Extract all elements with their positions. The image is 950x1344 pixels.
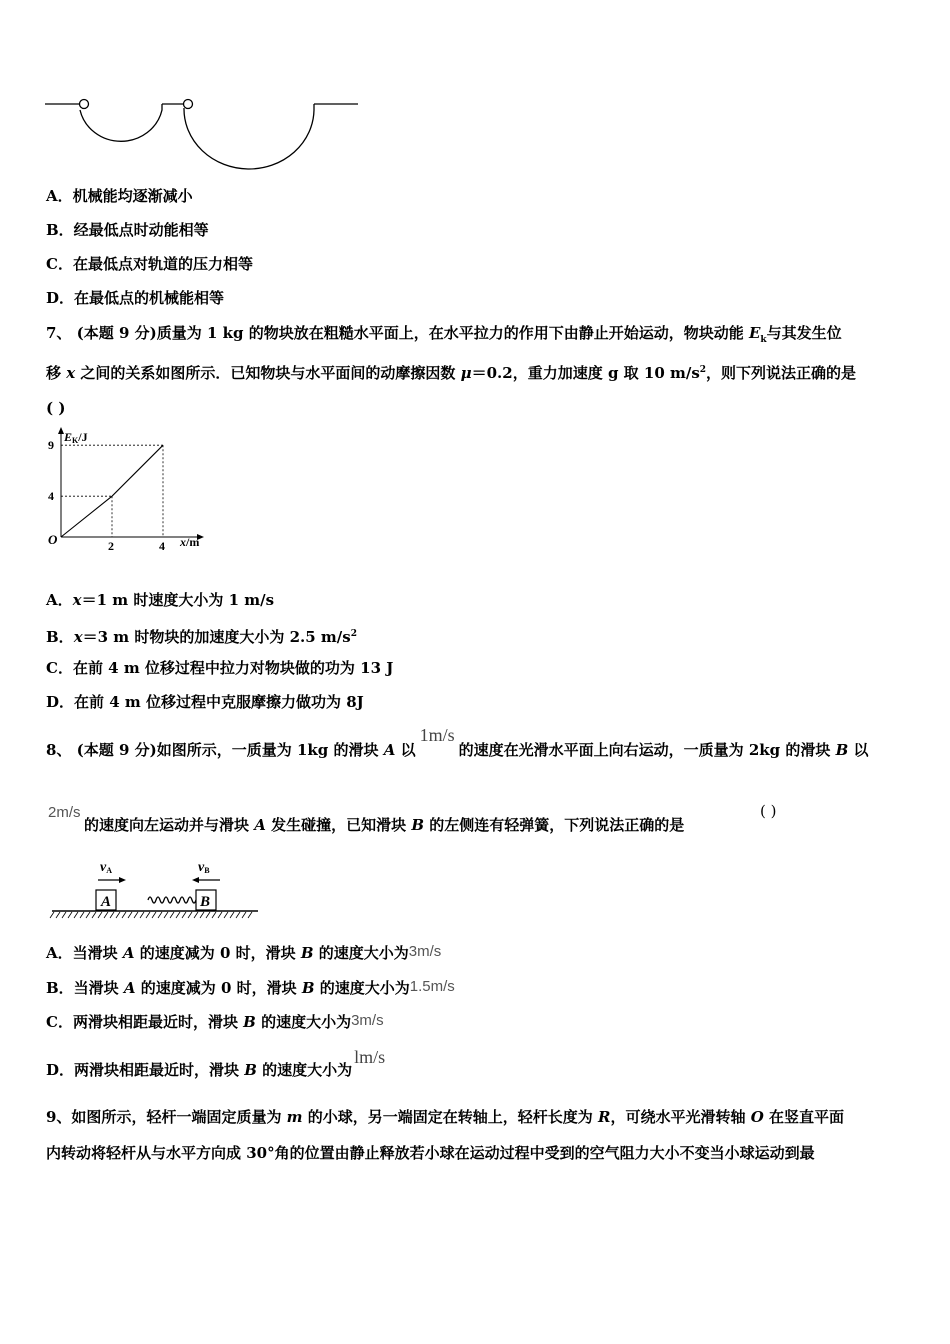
y-tick-label-0: 4 bbox=[48, 489, 54, 504]
ground-hatch bbox=[68, 912, 72, 918]
q7-option-d: D．在前 4 m 位移过程中克服摩擦力做功为 8J bbox=[46, 693, 364, 711]
x-tick-label-0: 2 bbox=[108, 539, 114, 553]
ground-hatch bbox=[50, 912, 54, 918]
q7-option-b: B．x＝3 m 时物块的加速度大小为 2.5 $m/s^2$ bbox=[46, 628, 357, 646]
q9-stem-line2: 内转动将轻杆从与水平方向成 30°角的位置由静止释放若小球在运动过程中受到的空气阻力大小不变当小球运动到最 bbox=[46, 1144, 815, 1162]
svg-text:B: B bbox=[200, 894, 211, 910]
spring bbox=[148, 897, 196, 903]
ground-hatch bbox=[74, 912, 78, 918]
ground-hatch bbox=[110, 912, 114, 918]
ground-hatch bbox=[236, 912, 240, 918]
ground-hatch bbox=[224, 912, 228, 918]
ground-hatch bbox=[152, 912, 156, 918]
ground-hatch bbox=[182, 912, 186, 918]
y-axis-label: EK/J bbox=[64, 430, 88, 445]
svg-text:A: A bbox=[101, 894, 112, 910]
ground-hatch bbox=[158, 912, 162, 918]
ground-hatch bbox=[116, 912, 120, 918]
ground-hatch bbox=[188, 912, 192, 918]
collision-figure bbox=[48, 855, 268, 925]
q6-option-b: B．经最低点时动能相等 bbox=[46, 221, 209, 239]
ground-hatch bbox=[62, 912, 66, 918]
ground-hatch bbox=[248, 912, 252, 918]
ground-hatch bbox=[194, 912, 198, 918]
ground-hatch bbox=[134, 912, 138, 918]
va-label: vA bbox=[100, 860, 112, 875]
ground-hatch bbox=[56, 912, 60, 918]
q8-stem-line1: 8、 (本题 9 分)如图所示，一质量为 1kg 的滑块 A 以1m/s的速度在光滑水平面上向右运动，一质量为 2kg 的滑块 B 以 bbox=[46, 725, 869, 759]
vb-label: vB bbox=[198, 860, 210, 875]
ground-hatch bbox=[104, 912, 108, 918]
q9-stem-line1: 9、如图所示，轻杆一端固定质量为 m 的小球，另一端固定在转轴上，轻杆长度为 R，可绕水平光滑转轴 O 在竖直平面 bbox=[46, 1108, 845, 1126]
q8-option-d: D．两滑块相距最近时，滑块 B 的速度大小为lm/s bbox=[46, 1047, 386, 1079]
y-tick-label-1: 9 bbox=[48, 438, 54, 453]
q7-option-c: C．在前 4 m 位移过程中拉力对物块做的功为 13 J bbox=[46, 659, 394, 677]
q8-option-b: B．当滑块 A 的速度减为 0 时，滑块 B 的速度大小为1.5m/s bbox=[46, 978, 455, 997]
origin-label: O bbox=[48, 532, 58, 547]
ground-hatch bbox=[170, 912, 174, 918]
q7-option-a: A．x＝1 m 时速度大小为 1 m/s bbox=[46, 591, 275, 609]
q7-stem-line1: 7、 (本题 9 分)质量为 1 kg 的物块放在粗糙水平面上，在水平拉力的作用下由静止开始运动，物块动能 $E_k$与其发生位 bbox=[46, 324, 842, 345]
q8-option-c: C．两滑块相距最近时，滑块 B 的速度大小为3m/s bbox=[46, 1012, 384, 1031]
ground-hatch bbox=[122, 912, 126, 918]
q8-vb-value: 2m/s bbox=[48, 804, 81, 821]
x-axis-label: x/m bbox=[180, 535, 200, 549]
q8-option-a: A．当滑块 A 的速度减为 0 时，滑块 B 的速度大小为3m/s bbox=[46, 943, 442, 962]
q6-option-a: A．机械能均逐渐减小 bbox=[46, 187, 193, 205]
ground-hatch bbox=[200, 912, 204, 918]
ground-hatch bbox=[92, 912, 96, 918]
ground-hatch bbox=[140, 912, 144, 918]
q7-answer-bracket: ( ) bbox=[46, 399, 66, 417]
ground-hatch bbox=[212, 912, 216, 918]
ground-hatch bbox=[80, 912, 84, 918]
q8-va-value: 1m/s bbox=[419, 725, 455, 745]
q7-stem-line2: 移 x 之间的关系如图所示．已知物块与水平面间的动摩擦因数 μ＝0.2，重力加速度 g 取 10 $m/s^2$，则下列说法正确的是 bbox=[46, 364, 857, 382]
q6-option-c: C．在最低点对轨道的压力相等 bbox=[46, 255, 253, 273]
ground-hatch bbox=[128, 912, 132, 918]
ground-hatch bbox=[146, 912, 150, 918]
ek-displacement-chart bbox=[40, 425, 210, 555]
track-figure bbox=[40, 92, 370, 172]
ground-hatch bbox=[176, 912, 180, 918]
q8-answer-bracket: ( ) bbox=[760, 802, 777, 820]
ground-hatch bbox=[230, 912, 234, 918]
q6-option-d: D．在最低点的机械能相等 bbox=[46, 289, 225, 307]
ground-hatch bbox=[206, 912, 210, 918]
data-line bbox=[61, 445, 163, 537]
q8-stem-line2: 的速度向左运动并与滑块 A 发生碰撞，已知滑块 B 的左侧连有轻弹簧，下列说法正确的是 bbox=[84, 816, 685, 834]
ground-hatch bbox=[242, 912, 246, 918]
ground-hatch bbox=[164, 912, 168, 918]
ground-hatch bbox=[98, 912, 102, 918]
ground-hatch bbox=[86, 912, 90, 918]
x-tick-label-1: 4 bbox=[159, 539, 165, 553]
ground-hatch bbox=[218, 912, 222, 918]
